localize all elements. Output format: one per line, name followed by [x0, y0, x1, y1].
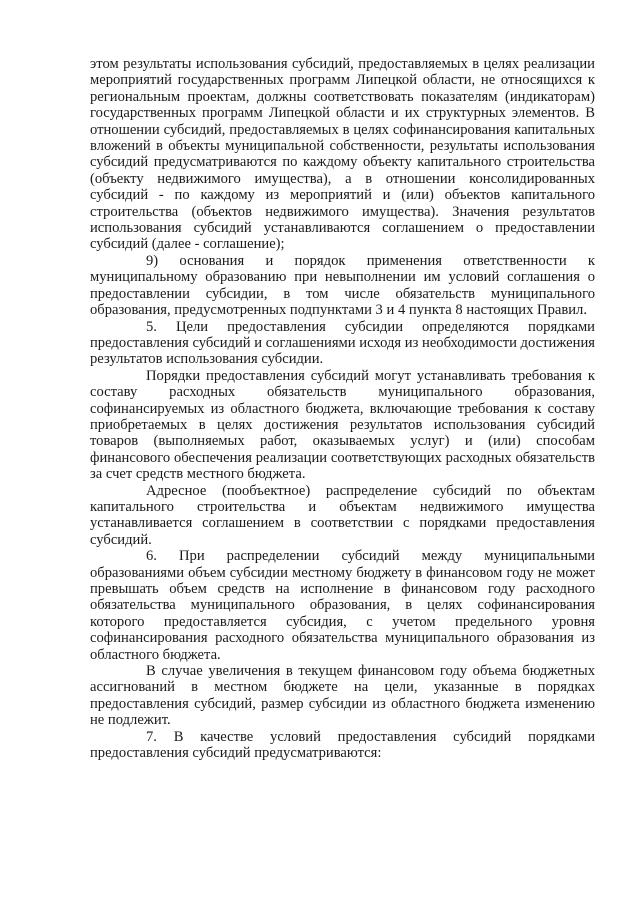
paragraph-point-5: 5. Цели предоставления субсидии определяются порядками предоставления субсидий и соглашениями исходя из необходимости достижения результатов использования субсидии. [90, 318, 595, 368]
paragraph-item-9: 9) основания и порядок применения ответственности к муниципальному образованию при невыполнении им условий соглашения о предоставлении субсидии, в том числе обязательств муниципального образования, предусмотренных подпунктами 3 и 4 пункта 8 настоящих Правил. [90, 252, 595, 319]
paragraph-point-6: 6. При распределении субсидий между муниципальными образованиями объем субсидии местному бюджету в финансовом году не может превышать объем средств на исполнение в финансовом году расходного обязательства муниципального образования, в целях софинансирования которого предоставляется субсидия, с учетом предельного уровня софинансирования расходного обязательства муниципального образования из областного бюджета. [90, 548, 595, 663]
paragraph-address-distribution: Адресное (пообъектное) распределение субсидий по объектам капитального строительства и объектам недвижимого имущества устанавливается соглашением в соответствии с порядками предоставления субсидий. [90, 482, 595, 548]
paragraph-point-7: 7. В качестве условий предоставления субсидий порядками предоставления субсидий предусматриваются: [90, 728, 595, 762]
document-page [90, 56, 595, 761]
paragraph-results-continuation: этом результаты использования субсидий, предоставляемых в целях реализации мероприятий государственных программ Липецкой области, не относящихся к региональным проектам, должны соответствовать показателям (индикаторам) государственных программ Липецкой области и их структурных элементов. В отношении субсидий, предоставляемых в целях софинансирования капитальных вложений в объекты муниципальной собственности, результаты использования субсидий предусматриваются по каждому объекту капитального строительства (объекту недвижимого имущества), а в отношении консолидированных субсидий - по каждому из мероприятий и (или) объектов капитального строительства (объектов недвижимого имущества). Значения результатов использования субсидий устанавливаются соглашением о предоставлении субсидий (далее - соглашение); [90, 56, 595, 253]
paragraph-budget-increase: В случае увеличения в текущем финансовом году объема бюджетных ассигнований в местном бюджете на цели, указанные в порядках предоставления субсидий, размер субсидии из областного бюджета изменению не подлежит. [90, 663, 595, 729]
paragraph-requirements: Порядки предоставления субсидий могут устанавливать требования к составу расходных обязательств муниципального образования, софинансируемых из областного бюджета, включающие требования к составу приобретаемых в целях достижения результатов использования субсидий товаров (выполняемых работ, оказываемых услуг) и (или) способам финансового обеспечения реализации соответствующих расходных обязательств за счет средств местного бюджета. [90, 367, 595, 483]
